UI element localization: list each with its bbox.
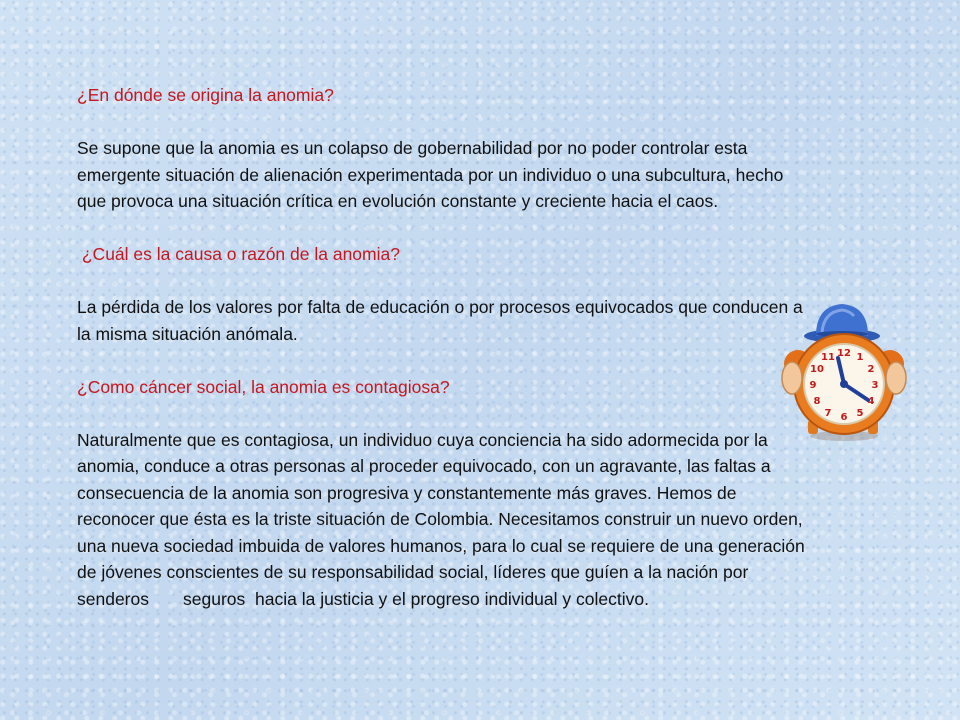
answer-cause: La pérdida de los valores por falta de educación o por procesos equivocados que conducen a la misma situación anómala.: [77, 297, 803, 344]
svg-text:6: 6: [840, 412, 848, 423]
svg-text:2: 2: [867, 364, 875, 375]
svg-text:1: 1: [856, 352, 864, 363]
answer-contagious: Naturalmente que es contagiosa, un individuo cuya conciencia ha sido adormecida por la anomia, conduce a otras personas al proceder equivocado, con un agravante, las faltas a consecuencia de la anomia son progresiva y constantemente más graves. Hemos de reconocer que ésta es la triste situación de Colombia. Necesitamos construir un nuevo orden, una nueva sociedad imbuida de valores humanos, para lo cual se requiere de una generación de jóvenes conscientes de su responsabilidad social, líderes que guíen a la nación por senderos seguros hacia la justicia y el progreso individual y colectivo.: [77, 429, 810, 609]
alarm-clock-icon: [778, 296, 908, 446]
svg-text:10: 10: [810, 364, 824, 375]
svg-text:11: 11: [821, 352, 835, 363]
spacer: [77, 400, 812, 427]
svg-text:12: 12: [837, 348, 851, 359]
spacer: [77, 109, 812, 136]
svg-text:7: 7: [824, 408, 832, 419]
spacer: [77, 347, 812, 374]
answer-origin: Se supone que la anomia es un colapso de gobernabilidad por no poder controlar esta emergente situación de alienación experimentada por un individuo o una subcultura, hecho que provoca una situación crítica en evolución constante y creciente hacia el caos.: [77, 138, 784, 211]
spacer: [77, 268, 812, 295]
svg-text:3: 3: [871, 380, 879, 391]
svg-text:9: 9: [809, 380, 817, 391]
question-origin: ¿En dónde se origina la anomia?: [77, 85, 334, 105]
question-cause: ¿Cuál es la causa o razón de la anomia?: [77, 244, 400, 264]
slide-content: [77, 82, 812, 612]
svg-text:5: 5: [856, 408, 864, 419]
spacer: [77, 215, 812, 242]
svg-text:8: 8: [813, 396, 821, 407]
svg-text:4: 4: [867, 396, 875, 407]
question-contagious: ¿Como cáncer social, la anomia es contagiosa?: [77, 376, 450, 397]
